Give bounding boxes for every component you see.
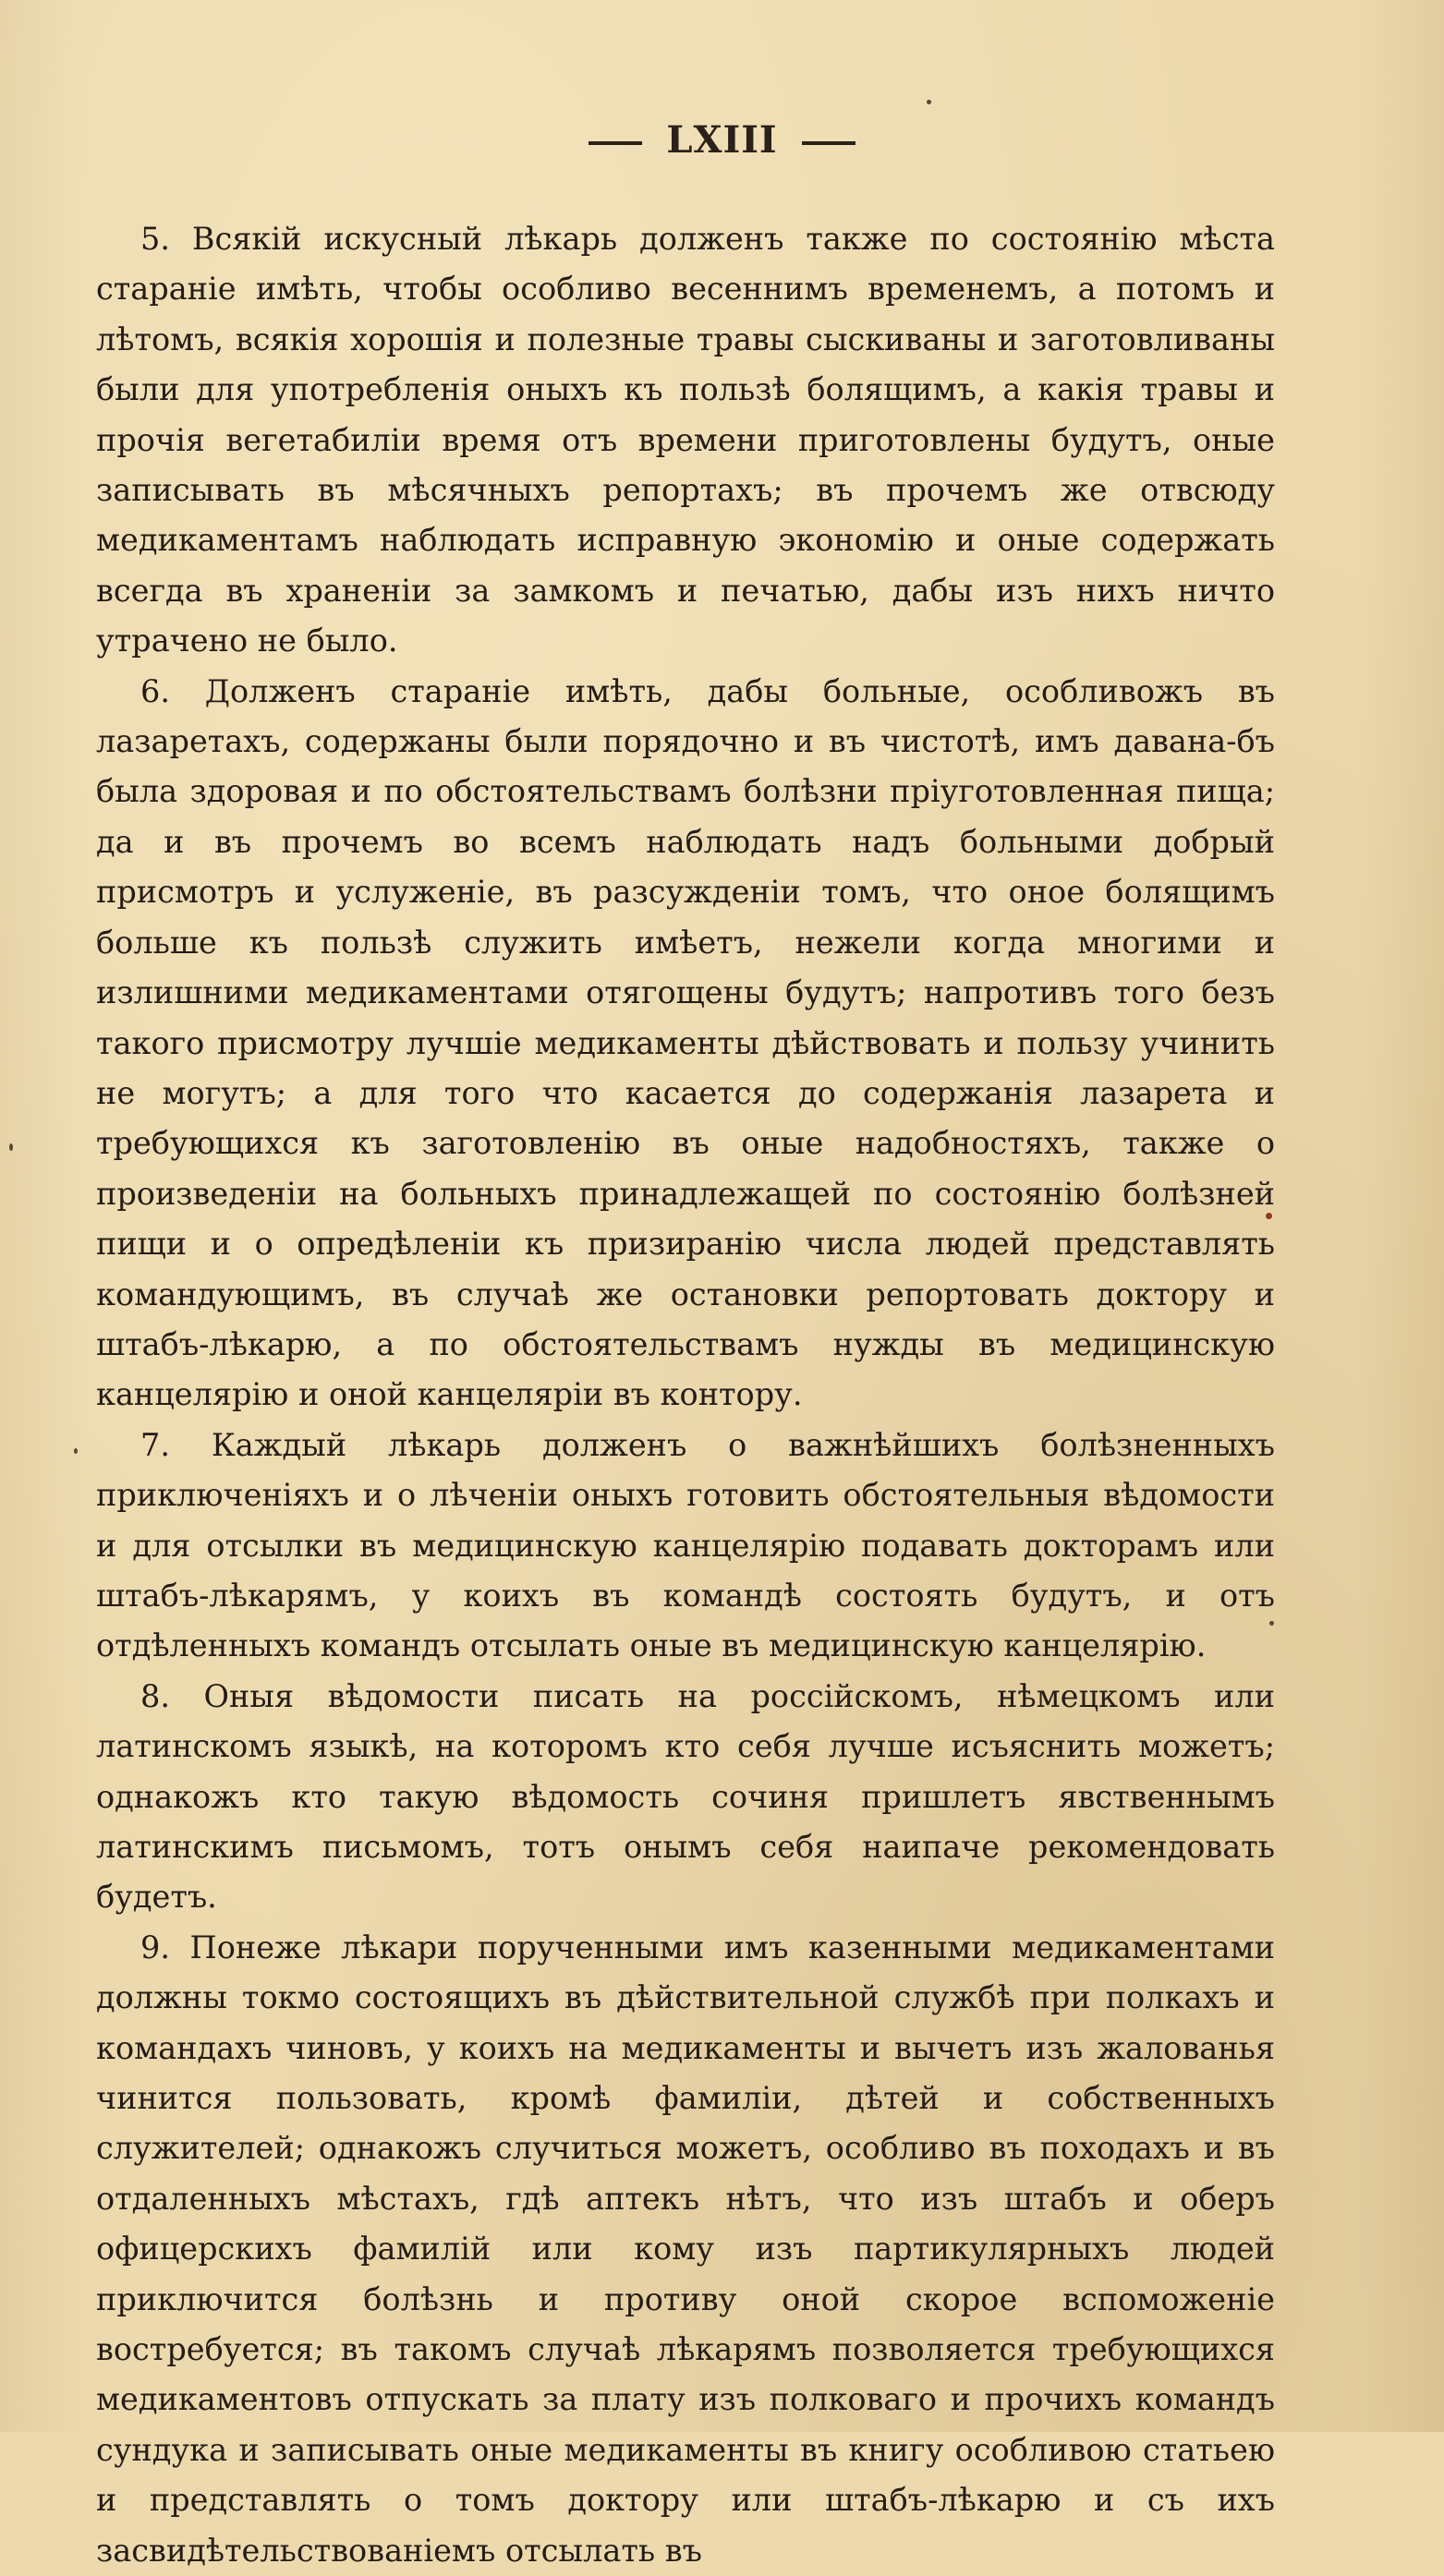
paragraph-9: 9. Понеже лѣкари порученными имъ казенными медикаментами должны токмо состоящихъ въ дѣйствительной службѣ при полкахъ и командахъ чиновъ, у коихъ на медикаменты и вычетъ изъ жалованья чинится пользовать, кромѣ фамиліи, дѣтей и собственныхъ служителей; однакожъ случиться можетъ, особливо въ походахъ и въ отдаленныхъ мѣстахъ, гдѣ аптекъ нѣтъ, что изъ штабъ и оберъ офицерскихъ фамилій или кому изъ партикулярныхъ людей приключится болѣзнь и противу оной скорое вспоможеніе востребуется; въ такомъ случаѣ лѣкарямъ позволяется требующихся медикаментовъ отпускать за плату изъ полковаго и прочихъ командъ сундука и записывать оные медикаменты въ книгу особливою статьею и представлять о томъ доктору или штабъ-лѣкарю и съ ихъ засвидѣтельствованіемъ отсылать въ xyxy=(96,1929,1275,2569)
right-dash xyxy=(802,141,855,145)
paragraph-6: 6. Долженъ стараніе имѣть, дабы больные, особливожъ въ лазаретахъ, содержаны были порядочно и въ чистотѣ, имъ давана-бъ была здоровая и по обстоятельствамъ болѣзни пріуготовленная пища; да и въ прочемъ во всемъ наблюдать надъ больными добрый присмотръ и услуженіе, въ разсужденіи томъ, что оное болящимъ больше къ пользѣ служить имѣетъ, нежели когда многими и излишними медикаментами отягощены будутъ; напротивъ того безъ такого присмотру лучшіе медикаменты дѣйствовать и пользу учинить не могутъ; а для того что касается до содержанія лазарета и требующихся къ заготовленію въ оные надобностяхъ, также о произведеніи на больныхъ принадлежащей по состоянію болѣзней пищи и о опредѣленіи къ призиранію числа людей представлять командующимъ, въ случаѣ же остановки репортовать доктору и штабъ-лѣкарю, а по обстоятельствамъ нужды въ медицинскую канцелярію и оной канцеляріи въ контору. xyxy=(96,672,1275,1413)
ink-speck xyxy=(1269,1621,1274,1626)
ink-speck xyxy=(9,1143,13,1151)
page-body xyxy=(96,214,1275,2576)
left-dash xyxy=(589,141,642,145)
page-number: LXIII xyxy=(666,118,778,162)
paragraph-8: 8. Оныя вѣдомости писать на россійскомъ, нѣмецкомъ или латинскомъ языкѣ, на которомъ кто себя лучше исъяснить можетъ; однакожъ кто такую вѣдомость сочиня пришлетъ явственнымъ латинскимъ письмомъ, тотъ онымъ себя наипаче рекомендовать будетъ. xyxy=(96,1677,1275,1916)
ink-speck xyxy=(74,1448,78,1454)
page-header xyxy=(0,118,1444,162)
ink-speck xyxy=(927,100,931,104)
ink-speck xyxy=(1266,1213,1272,1219)
paragraph-5: 5. Всякій искусный лѣкарь долженъ также по состоянію мѣста стараніе имѣть, чтобы особливо весеннимъ временемъ, а потомъ и лѣтомъ, всякія хорошія и полезные травы сыскиваны и заготовливаны были для употребленія оныхъ къ пользѣ болящимъ, а какія травы и прочія вегетабиліи время отъ времени приготовлены будутъ, оные записывать въ мѣсячныхъ репортахъ; въ прочемъ же отвсюду медикаментамъ наблюдать исправную экономію и оные содержать всегда въ храненіи за замкомъ и печатью, дабы изъ нихъ ничто утрачено не было. xyxy=(96,221,1275,659)
paragraph-7: 7. Каждый лѣкарь долженъ о важнѣйшихъ болѣзненныхъ приключеніяхъ и о лѣченіи оныхъ готовить обстоятельныя вѣдомости и для отсылки въ медицинскую канцелярію подавать докторамъ или штабъ-лѣкарямъ, у коихъ въ командѣ состоять будутъ, и отъ отдѣленныхъ командъ отсылать оные въ медицинскую канцелярію. xyxy=(96,1426,1275,1664)
